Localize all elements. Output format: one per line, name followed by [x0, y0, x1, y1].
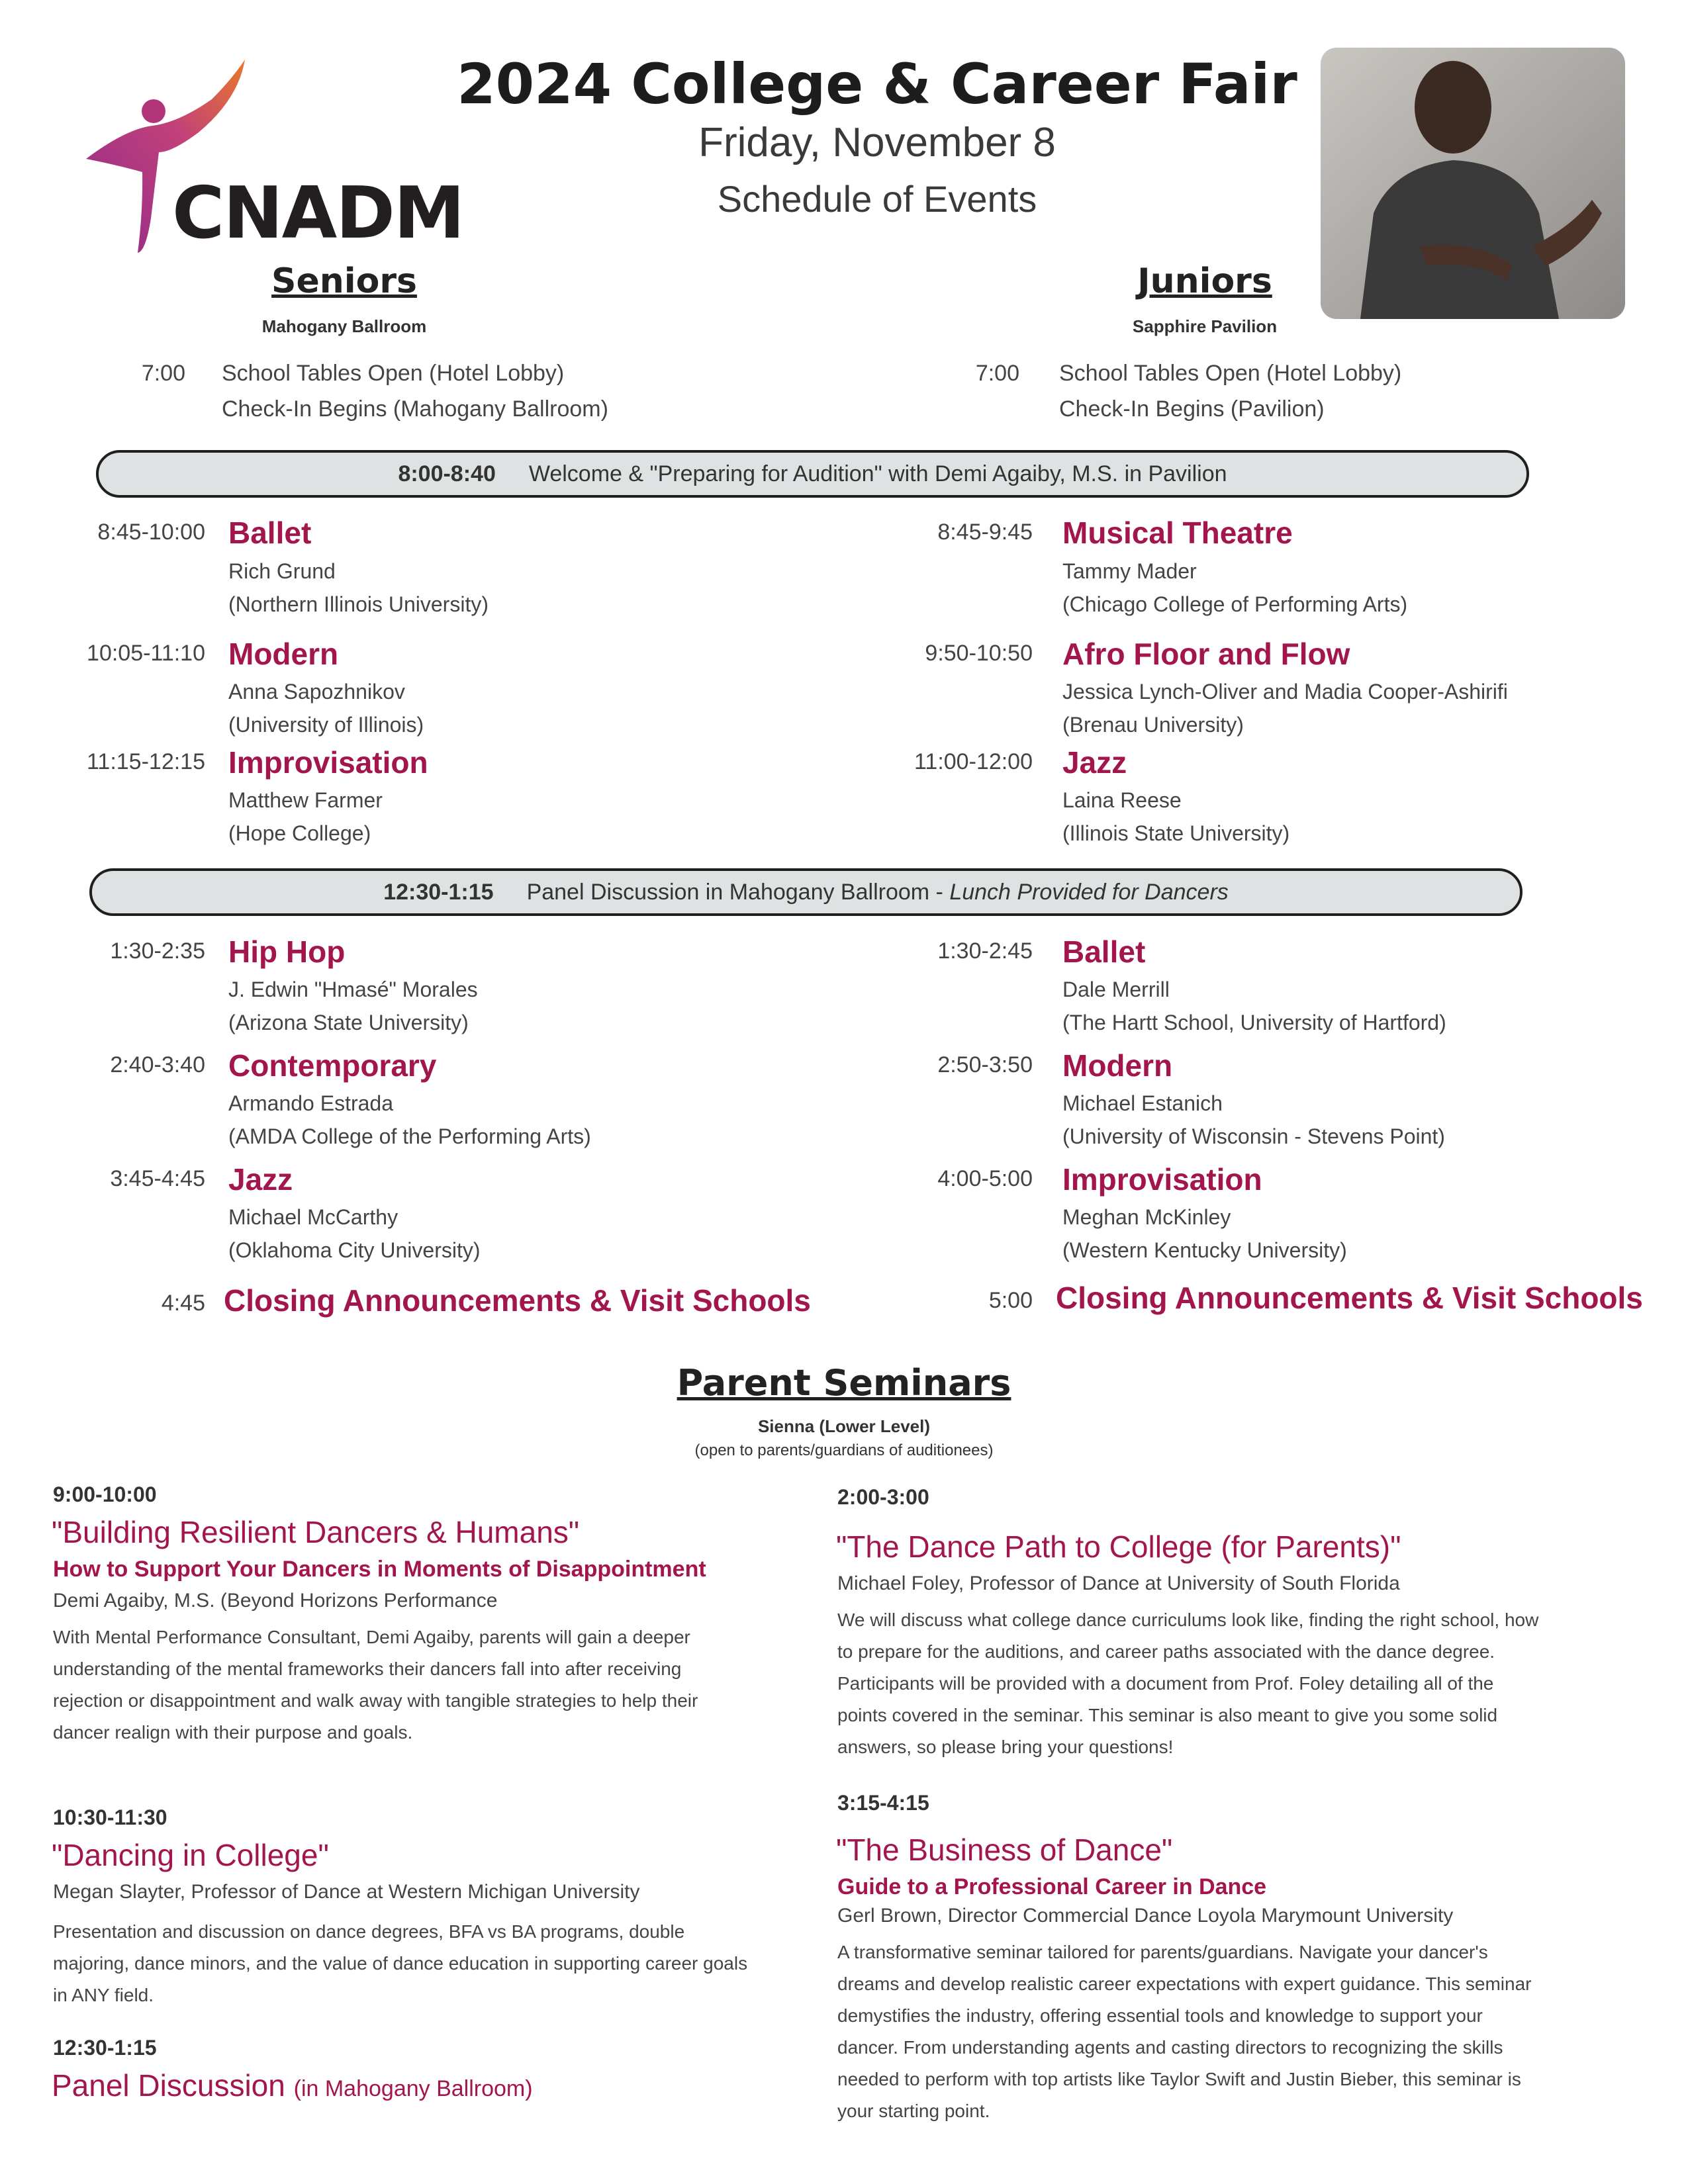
- parent-seminars-location: Sienna (Lower Level): [757, 1416, 931, 1436]
- seminar-time: 9:00-10:00: [53, 1482, 157, 1506]
- event-time: 11:00-12:00: [914, 749, 1033, 774]
- event-instructor: Dale Merrill: [1062, 978, 1170, 1001]
- seniors-closing-label: Closing Announcements & Visit Schools: [224, 1283, 811, 1318]
- juniors-open-time: 7:00: [975, 361, 1019, 386]
- event-instructor: Rich Grund: [228, 559, 336, 583]
- event-time: 2:50-3:50: [937, 1052, 1033, 1077]
- seniors-closing-time: 4:45: [161, 1291, 205, 1316]
- panel-discussion-location: (in Mahogany Ballroom): [293, 2076, 533, 2101]
- event-school: (Northern Illinois University): [228, 592, 489, 616]
- banner-lunch-note: Lunch Provided for Dancers: [949, 879, 1229, 905]
- event-time: 1:30-2:35: [110, 938, 205, 964]
- seminar-time: 3:15-4:15: [837, 1791, 929, 1815]
- juniors-location: Sapphire Pavilion: [1132, 316, 1278, 336]
- banner-text: Welcome & "Preparing for Audition" with Demi Agaiby, M.S. in Pavilion: [528, 461, 1227, 486]
- event-title: Improvisation: [1062, 1162, 1262, 1197]
- event-title: Musical Theatre: [1062, 516, 1293, 550]
- event-time: 8:45-9:45: [937, 520, 1033, 545]
- event-instructor: J. Edwin "Hmasé" Morales: [228, 978, 478, 1001]
- juniors-closing-time: 5:00: [988, 1288, 1033, 1313]
- event-instructor: Michael McCarthy: [228, 1205, 399, 1229]
- page-subtitle: Schedule of Events: [717, 178, 1037, 220]
- juniors-open-line2: Check-In Begins (Pavilion): [1059, 396, 1325, 422]
- seminar-title: "Building Resilient Dancers & Humans": [52, 1515, 580, 1549]
- event-school: (Chicago College of Performing Arts): [1062, 592, 1408, 616]
- event-instructor: Meghan McKinley: [1062, 1205, 1231, 1229]
- seminar-time: 12:30-1:15: [53, 2036, 157, 2060]
- banner-time: 8:00-8:40: [398, 461, 496, 486]
- juniors-open-line1: School Tables Open (Hotel Lobby): [1059, 361, 1402, 386]
- event-title: Jazz: [228, 1162, 293, 1197]
- event-title: Modern: [228, 637, 339, 671]
- seminar-subtitle: How to Support Your Dancers in Moments of Disappointment: [53, 1557, 706, 1582]
- banner-text: Panel Discussion in Mahogany Ballroom -: [526, 879, 950, 905]
- seminar-speaker: Megan Slayter, Professor of Dance at Western Michigan University: [53, 1881, 640, 1903]
- event-instructor: Michael Estanich: [1062, 1091, 1223, 1115]
- seminar-title: [52, 2068, 533, 2103]
- event-time: 11:15-12:15: [87, 749, 205, 774]
- cnadm-logo: [79, 60, 464, 265]
- seminar-speaker: Michael Foley, Professor of Dance at University of South Florida: [837, 1572, 1400, 1594]
- seminar-time: 10:30-11:30: [53, 1805, 167, 1829]
- page-title: 2024 College & Career Fair: [457, 52, 1297, 116]
- event-time: 3:45-4:45: [110, 1166, 205, 1191]
- seminar-description: A transformative seminar tailored for parents/guardians. Navigate your dancer's dreams and develop realistic career expectations with expert guidance. This seminar demystifies the industry, offering essential tools and knowledge to support your dancer. From understanding agents and casting directors to recognizing the skills needed to perform with top artists like Taylor Swift and Justin Bieber, this seminar is your starting point.: [837, 1942, 1532, 2121]
- event-school: (Oklahoma City University): [228, 1238, 481, 1262]
- seniors-heading: Seniors: [271, 261, 417, 301]
- event-school: (The Hartt School, University of Hartford): [1062, 1011, 1446, 1034]
- seniors-open-time: 7:00: [141, 361, 185, 386]
- event-school: (University of Wisconsin - Stevens Point): [1062, 1124, 1445, 1148]
- panel-banner: [89, 868, 1523, 916]
- event-instructor: Tammy Mader: [1062, 559, 1197, 583]
- seminar-title: "The Business of Dance": [836, 1833, 1173, 1867]
- seminar-time: 2:00-3:00: [837, 1485, 929, 1509]
- event-title: Contemporary: [228, 1048, 437, 1083]
- event-title: Ballet: [1062, 934, 1146, 969]
- seminar-title: "Dancing in College": [52, 1838, 329, 1872]
- banner-time: 12:30-1:15: [383, 879, 494, 905]
- event-instructor: Armando Estrada: [228, 1091, 394, 1115]
- event-title: Afro Floor and Flow: [1062, 637, 1350, 671]
- juniors-heading: Juniors: [1137, 261, 1272, 301]
- seminar-description: With Mental Performance Consultant, Demi Agaiby, parents will gain a deeper understanding of the mental frameworks their dancers fall into after receiving rejection or disappointment and walk away with tangible strategies to help their dancer realign with their purpose and goals.: [53, 1627, 698, 1743]
- event-school: (University of Illinois): [228, 713, 424, 737]
- panel-discussion-title: Panel Discussion: [52, 2068, 285, 2103]
- event-school: (Western Kentucky University): [1062, 1238, 1347, 1262]
- seminar-speaker: Demi Agaiby, M.S. (Beyond Horizons Performance: [53, 1590, 498, 1612]
- seminar-subtitle: Guide to a Professional Career in Dance: [837, 1874, 1267, 1899]
- event-time: 10:05-11:10: [87, 641, 205, 666]
- seniors-location: Mahogany Ballroom: [261, 316, 427, 336]
- event-instructor: Jessica Lynch-Oliver and Madia Cooper-Ashirifi: [1062, 680, 1508, 704]
- event-time: 4:00-5:00: [937, 1166, 1033, 1191]
- event-school: (Brenau University): [1062, 713, 1244, 737]
- event-school: (Arizona State University): [228, 1011, 469, 1034]
- event-school: (Illinois State University): [1062, 821, 1290, 845]
- juniors-closing-label: Closing Announcements & Visit Schools: [1056, 1281, 1643, 1315]
- event-time: 2:40-3:40: [110, 1052, 205, 1077]
- event-title: Hip Hop: [228, 934, 346, 969]
- event-title: Modern: [1062, 1048, 1173, 1083]
- seminar-description: We will discuss what college dance curriculums look like, finding the right school, how to prepare for the auditions, and career paths associated with the dance degree. Participants will be provided with a document from Prof. Foley detailing all of the points covered in the seminar. This seminar is also meant to give you some solid answers, so please bring your questions!: [837, 1610, 1539, 1757]
- seniors-open-line2: Check-In Begins (Mahogany Ballroom): [222, 396, 608, 422]
- event-title: Improvisation: [228, 745, 428, 780]
- event-title: Jazz: [1062, 745, 1127, 780]
- seminar-description: Presentation and discussion on dance degrees, BFA vs BA programs, double majoring, dance minors, and the value of dance education in supporting career goals in ANY field.: [53, 1921, 748, 2005]
- welcome-banner: [96, 450, 1529, 498]
- seminar-title: "The Dance Path to College (for Parents)": [836, 1529, 1401, 1564]
- event-title: Ballet: [228, 516, 312, 550]
- seminar-speaker: Gerl Brown, Director Commercial Dance Loyola Marymount University: [837, 1905, 1454, 1927]
- logo-text: CNADM: [172, 172, 464, 255]
- event-date: Friday, November 8: [698, 120, 1056, 165]
- event-school: (Hope College): [228, 821, 371, 845]
- event-instructor: Laina Reese: [1062, 788, 1182, 812]
- event-instructor: Matthew Farmer: [228, 788, 383, 812]
- event-school: (AMDA College of the Performing Arts): [228, 1124, 591, 1148]
- event-time: 9:50-10:50: [925, 641, 1033, 666]
- seniors-open-line1: School Tables Open (Hotel Lobby): [222, 361, 565, 386]
- event-instructor: Anna Sapozhnikov: [228, 680, 405, 704]
- event-time: 8:45-10:00: [97, 520, 205, 545]
- parent-seminars-note: (open to parents/guardians of auditionees): [694, 1441, 994, 1459]
- parent-seminars-heading: Parent Seminars: [677, 1362, 1011, 1404]
- event-time: 1:30-2:45: [937, 938, 1033, 964]
- dancer-photo: [1321, 48, 1625, 319]
